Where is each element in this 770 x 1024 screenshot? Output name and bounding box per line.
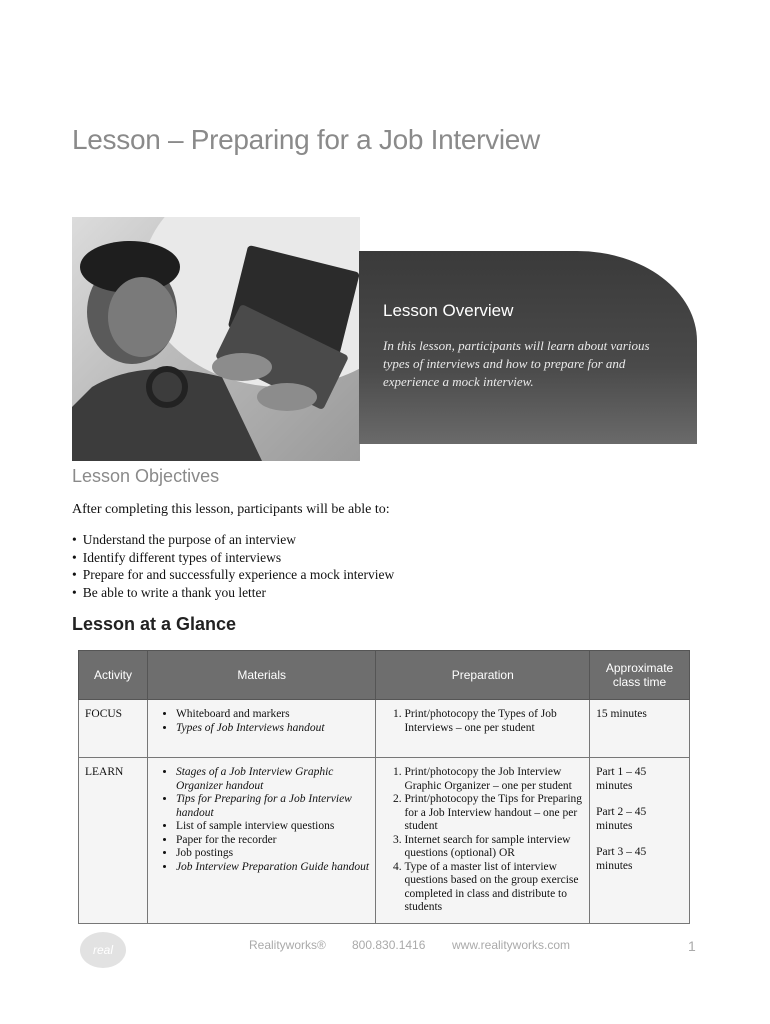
lesson-glance-table: [78, 650, 690, 924]
cell-materials: [147, 700, 376, 758]
objectives-intro: After completing this lesson, participants will be able to:: [72, 502, 390, 517]
material-item: • Stages of a Job Interview Graphic Organizer handout: [176, 766, 370, 793]
table-row: [79, 758, 690, 924]
material-item: • Types of Job Interviews handout: [176, 722, 370, 736]
material-item: • Job postings: [176, 847, 370, 861]
objective-item: • Prepare for and successfully experience a mock interview: [72, 566, 394, 584]
preparation-item: 1. Print/photocopy the Types of Job Interviews – one per student: [404, 708, 583, 735]
material-item: • Job Interview Preparation Guide handout: [176, 861, 370, 875]
time-item: Part 3 – 45 minutes: [596, 846, 647, 872]
table-header-row: [79, 651, 690, 700]
cell-preparation: [376, 758, 590, 924]
student-laptop-photo: [72, 217, 360, 461]
lesson-overview-heading: Lesson Overview: [383, 301, 514, 320]
photo-illustration: [72, 217, 360, 461]
cell-materials: [147, 758, 376, 924]
objectives-heading: Lesson Objectives: [72, 466, 220, 486]
lesson-overview-panel: [359, 251, 697, 444]
glance-heading: Lesson at a Glance: [72, 614, 237, 634]
footer-phone: 800.830.1416: [352, 938, 426, 952]
material-item: • Tips for Preparing for a Job Interview handout: [176, 793, 370, 820]
objective-item: • Be able to write a thank you letter: [72, 584, 394, 602]
objective-item: • Identify different types of interviews: [72, 549, 394, 567]
cell-time: [590, 758, 690, 924]
col-header-time: Approximate class time: [590, 651, 690, 700]
page-number: 1: [688, 938, 696, 954]
col-header-preparation: Preparation: [376, 651, 590, 700]
hero-banner: [72, 217, 697, 461]
cell-time: [590, 700, 690, 758]
footer-url[interactable]: www.realityworks.com: [452, 938, 571, 952]
cell-preparation: [376, 700, 590, 758]
page-title: Lesson – Preparing for a Job Interview: [72, 124, 540, 155]
col-header-activity: Activity: [79, 651, 148, 700]
preparation-item: 3. Internet search for sample interview questions (optional) OR: [404, 834, 583, 861]
time-item: 15 minutes: [596, 708, 647, 720]
footer-company: Realityworks®: [249, 938, 326, 952]
realcare-logo: real care: [80, 932, 126, 968]
material-item: • Whiteboard and markers: [176, 708, 370, 722]
objectives-list: [72, 531, 394, 601]
material-item: • List of sample interview questions: [176, 820, 370, 834]
cell-activity: LEARN: [79, 758, 148, 924]
table-row: [79, 700, 690, 758]
cell-activity: FOCUS: [79, 700, 148, 758]
lesson-overview-text: In this lesson, participants will learn about various types of interviews and how to prepare for and experience a mock interview.: [383, 338, 650, 389]
time-item: Part 1 – 45 minutes: [596, 766, 647, 792]
time-item: Part 2 – 45 minutes: [596, 806, 647, 832]
preparation-item: 4. Type of a master list of interview questions based on the group exercise completed in class and distribute to students: [404, 861, 583, 915]
preparation-item: 1. Print/photocopy the Job Interview Graphic Organizer – one per student: [404, 766, 583, 793]
objective-item: • Understand the purpose of an interview: [72, 531, 394, 549]
col-header-materials: Materials: [147, 651, 376, 700]
material-item: • Paper for the recorder: [176, 834, 370, 848]
preparation-item: 2. Print/photocopy the Tips for Preparing for a Job Interview handout – one per student: [404, 793, 583, 834]
